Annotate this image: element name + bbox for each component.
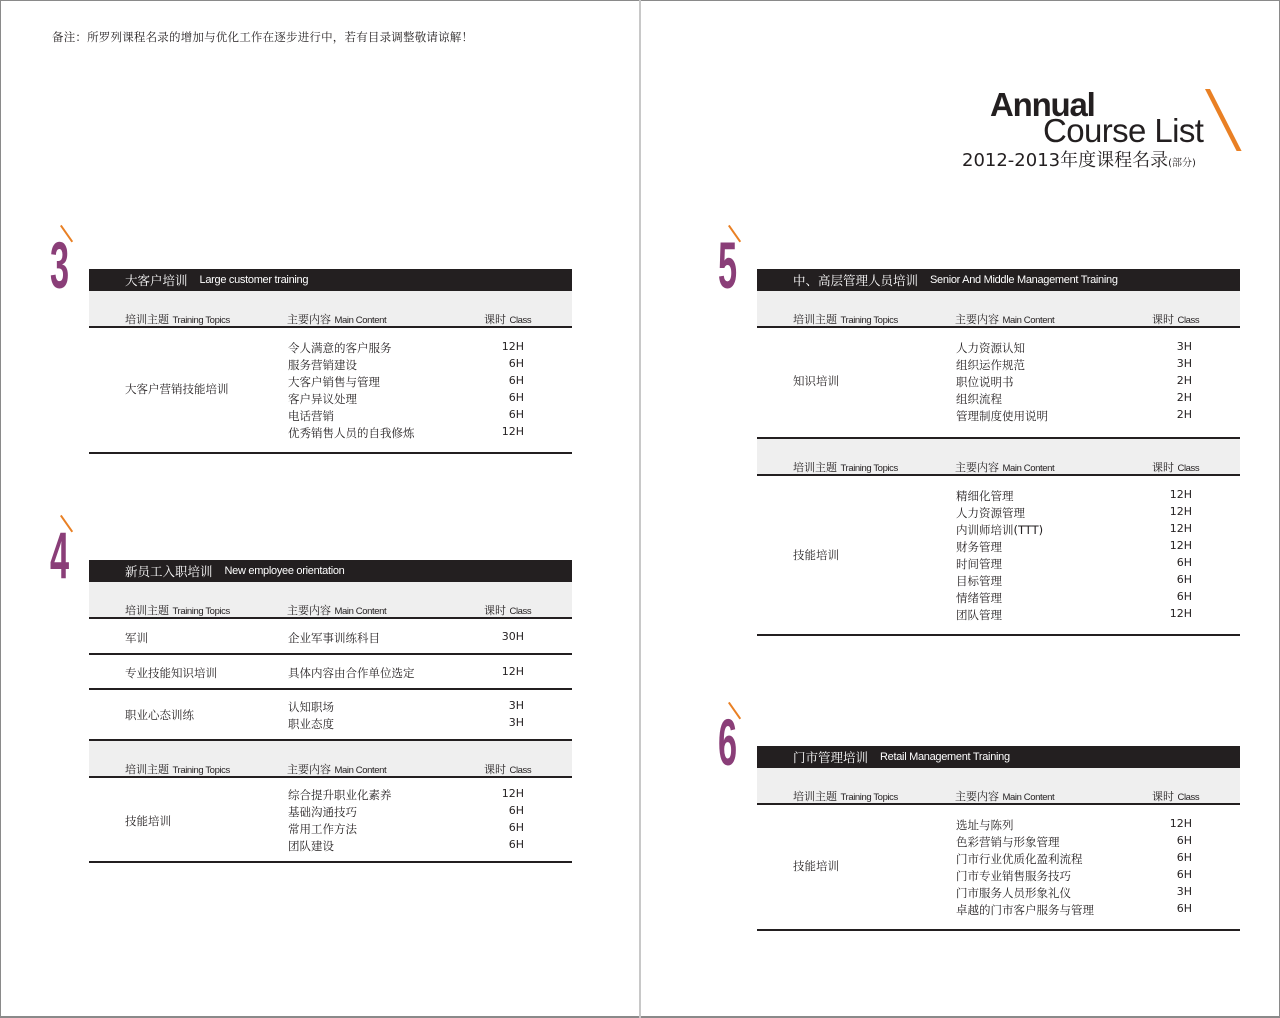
course-row: 服务营销建设 6H <box>288 357 524 372</box>
course-group <box>757 328 1240 439</box>
course-row: 精细化管理 12H <box>956 488 1192 503</box>
course-group <box>89 778 572 863</box>
course-row: 企业军事训练科目 30H <box>288 630 524 645</box>
column-header-row <box>757 768 1240 805</box>
group-topic: 职业心态训练 <box>125 708 194 722</box>
section-number-5: 5 <box>714 226 748 298</box>
course-row: 选址与陈列 12H <box>956 817 1192 832</box>
group-topic: 大客户营销技能培训 <box>125 382 229 396</box>
course-row: 人力资源认知 3H <box>956 340 1192 355</box>
section-header <box>89 269 572 291</box>
course-group <box>89 619 572 655</box>
col-class: 课时 Class <box>1152 313 1200 326</box>
section-number-4: 4 <box>46 516 80 588</box>
section-title-zh: 新员工入职培训 <box>125 564 213 579</box>
section-header <box>757 746 1240 768</box>
col-class: 课时 Class <box>484 604 532 617</box>
col-class: 课时 Class <box>1152 790 1200 803</box>
title-course-list: Course List <box>1043 112 1204 149</box>
course-row: 基础沟通技巧 6H <box>288 804 524 819</box>
group-topic: 军训 <box>125 631 148 645</box>
column-header-row <box>757 439 1240 476</box>
course-row: 综合提升职业化素养 12H <box>288 787 524 802</box>
orange-slash-icon <box>1205 89 1242 151</box>
course-row: 组织流程 2H <box>956 391 1192 406</box>
column-header-row <box>89 291 572 328</box>
course-group <box>89 328 572 454</box>
course-row: 组织运作规范 3H <box>956 357 1192 372</box>
title-annual: Annual <box>990 86 1095 123</box>
section-title-zh: 中、高层管理人员培训 <box>793 273 919 288</box>
title-year-suffix: (部分) <box>1168 158 1196 169</box>
column-header-row <box>89 741 572 778</box>
col-topic: 培训主题 Training Topics <box>793 313 898 326</box>
section-new-employee-orientation <box>89 560 572 863</box>
course-row: 团队管理 12H <box>956 607 1192 622</box>
section-title-en: Retail Management Training <box>880 751 1010 763</box>
col-content: 主要内容 Main Content <box>955 790 1055 803</box>
course-group <box>89 655 572 690</box>
col-content: 主要内容 Main Content <box>287 313 387 326</box>
course-row: 认知职场 3H <box>288 699 524 714</box>
course-row: 财务管理 12H <box>956 539 1192 554</box>
course-row: 时间管理 6H <box>956 556 1192 571</box>
course-row: 令人满意的客户服务 12H <box>288 340 524 355</box>
group-topic: 技能培训 <box>793 859 839 873</box>
col-topic: 培训主题 Training Topics <box>125 604 230 617</box>
col-class: 课时 Class <box>484 313 532 326</box>
section-title-en: Large customer training <box>199 274 309 286</box>
col-content: 主要内容 Main Content <box>287 604 387 617</box>
course-group <box>757 476 1240 636</box>
course-row: 具体内容由合作单位选定 12H <box>288 665 524 680</box>
page-spread-divider <box>639 0 641 1018</box>
section-large-customer-training <box>89 269 572 454</box>
section-number-3: 3 <box>46 226 80 298</box>
col-topic: 培训主题 Training Topics <box>793 790 898 803</box>
section-senior-middle-management <box>757 269 1240 636</box>
course-row: 内训师培训(TTT) 12H <box>956 522 1192 537</box>
col-class: 课时 Class <box>484 763 532 776</box>
course-row: 团队建设 6H <box>288 838 524 853</box>
course-group <box>89 690 572 741</box>
column-header-row <box>89 582 572 619</box>
course-row: 门市服务人员形象礼仪 3H <box>956 885 1192 900</box>
section-header <box>89 560 572 582</box>
col-topic: 培训主题 Training Topics <box>793 461 898 474</box>
title-year <box>962 146 1196 172</box>
section-header <box>757 269 1240 291</box>
course-row: 客户异议处理 6H <box>288 391 524 406</box>
course-row: 门市专业销售服务技巧 6H <box>956 868 1192 883</box>
col-content: 主要内容 Main Content <box>955 313 1055 326</box>
col-content: 主要内容 Main Content <box>287 763 387 776</box>
group-topic: 专业技能知识培训 <box>125 666 217 680</box>
disclaimer-note: 备注：所罗列课程名录的增加与优化工作在逐步进行中，若有目录调整敬请谅解！ <box>52 30 474 44</box>
section-number-6: 6 <box>714 703 748 775</box>
col-topic: 培训主题 Training Topics <box>125 763 230 776</box>
course-row: 目标管理 6H <box>956 573 1192 588</box>
course-row: 职业态度 3H <box>288 716 524 731</box>
course-row: 卓越的门市客户服务与管理 6H <box>956 902 1192 917</box>
course-row: 人力资源管理 12H <box>956 505 1192 520</box>
annual-course-list-title <box>940 86 1240 171</box>
course-row: 常用工作方法 6H <box>288 821 524 836</box>
section-title-en: Senior And Middle Management Training <box>930 274 1118 286</box>
group-topic: 技能培训 <box>125 814 171 828</box>
column-header-row <box>757 291 1240 328</box>
section-title-zh: 门市管理培训 <box>793 750 869 765</box>
course-group <box>757 805 1240 931</box>
col-class: 课时 Class <box>1152 461 1200 474</box>
section-title-zh: 大客户培训 <box>125 273 188 288</box>
course-row: 大客户销售与管理 6H <box>288 374 524 389</box>
col-topic: 培训主题 Training Topics <box>125 313 230 326</box>
group-topic: 技能培训 <box>793 548 839 562</box>
title-year-text: 2012-2013年度课程名录 <box>962 150 1169 171</box>
course-row: 优秀销售人员的自我修炼 12H <box>288 425 524 440</box>
course-row: 情绪管理 6H <box>956 590 1192 605</box>
section-retail-management-training <box>757 746 1240 931</box>
course-row: 职位说明书 2H <box>956 374 1192 389</box>
col-content: 主要内容 Main Content <box>955 461 1055 474</box>
section-title-en: New employee orientation <box>224 565 345 577</box>
course-row: 门市行业优质化盈利流程 6H <box>956 851 1192 866</box>
course-row: 电话营销 6H <box>288 408 524 423</box>
group-topic: 知识培训 <box>793 374 839 388</box>
course-row: 管理制度使用说明 2H <box>956 408 1192 423</box>
course-row: 色彩营销与形象管理 6H <box>956 834 1192 849</box>
